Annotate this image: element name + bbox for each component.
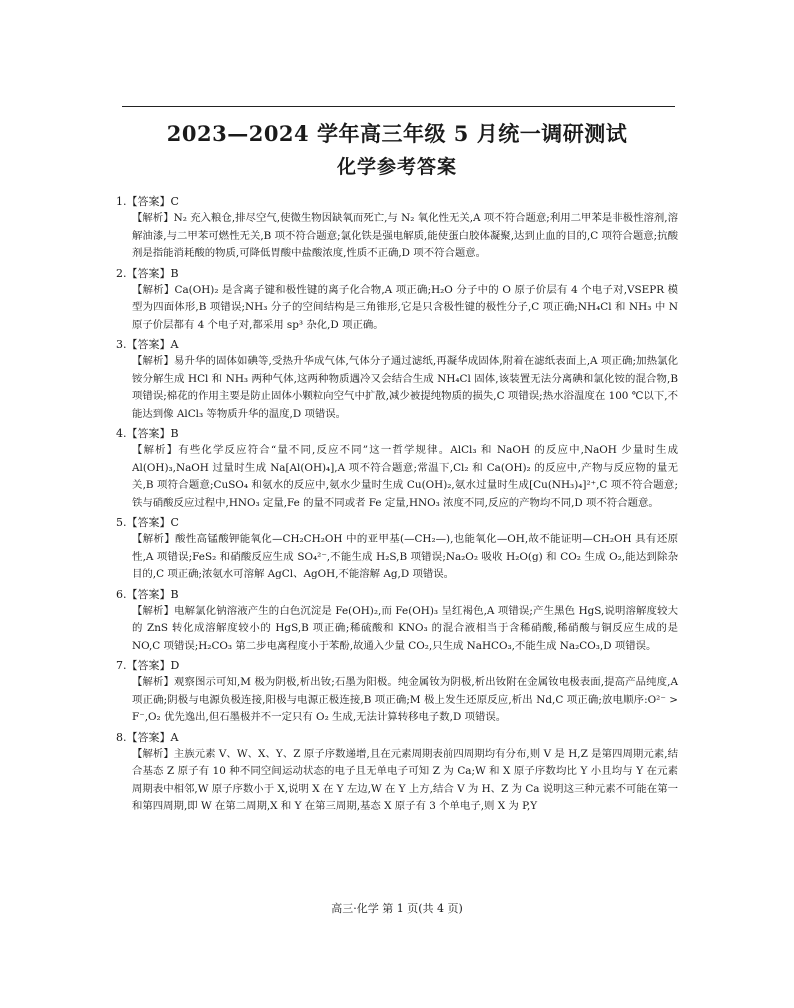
question-8 — [116, 729, 678, 816]
page-footer: 高三·化学 第 1 页(共 4 页) — [331, 902, 463, 915]
question-7 — [116, 657, 678, 727]
explanation-text: 【解析】观察图示可知,M 极为阴极,析出钕;石墨为阳极。纯金属钕为阴极,析出钕附在金属钕电极表面,提高产品纯度,A 项正确;阴极与电源负极连接,阳极与电源正极连接,B 项正确;M 极上发生还原反应,析出 Nd,C 项正确;放电顺序:O²⁻ > F⁻,O₂ 优先逸出,但石墨极并不一定只有 O₂ 生成,无法计算转移电子数,D 项错误。 — [132, 676, 678, 723]
page-subtitle: 化学参考答案 — [336, 156, 457, 178]
answer-line: 8.【答案】A — [116, 730, 179, 744]
explanation-text: 【解析】N₂ 充入粮仓,排尽空气,使微生物因缺氧而死亡,与 N₂ 氧化性无关,A 项不符合题意;利用二甲苯是非极性溶剂,溶解油漆,与二甲苯可燃性无关,B 项不符合题意;氯化铁是强电解质,能使蛋白胶体凝聚,达到止血的目的,C 项符合题意;抗酸剂是指能消耗酸的物质,可降低胃酸中盐酸浓度,性质不正确,D 项不符合题意。 — [132, 212, 678, 259]
answer-list — [116, 193, 678, 818]
explanation-text: 【解析】有些化学反应符合“量不同,反应不同”这一哲学规律。AlCl₃ 和 NaOH 的反应中,NaOH 少量时生成 Al(OH)₃,NaOH 过量时生成 Na[Al(OH)₄],A 项不符合题意;常温下,Cl₂ 和 Ca(OH)₂ 的反应中,产物与反应物的量无关,B 项符合题意;CuSO₄ 和氨水的反应中,氨水少量时生成 Cu(OH)₂,氨水过量时生成[Cu(NH₃)₄]²⁺,C 项不符合题意;铁与硝酸反应过程中,HNO₃ 定量,Fe 的量不同或者 Fe 定量,HNO₃ 浓度不同,反应的产物均不同,D 项不符合题意。 — [132, 444, 678, 509]
answer-line: 2.【答案】B — [116, 266, 179, 280]
question-4 — [116, 425, 678, 512]
explanation-text: 【解析】主族元素 V、W、X、Y、Z 原子序数递增,且在元素周期表前四周期均有分布,则 V 是 H,Z 是第四周期元素,结合基态 Z 原子有 10 种不同空间运动状态的电子且无单电子可知 Z 为 Ca;W 和 X 原子序数均比 Y 小且均与 Y 在元素周期表中相邻,W 原子序数小于 X,说明 X 在 Y 左边,W 在 Y 上方,结合 V 为 H、Z 为 Ca 说明这三种元素不可能在第一和第四周期,即 W 在第二周期,X 和 Y 在第三周期,基态 X 原子有 3 个单电子,则 X 为 P,Y — [132, 747, 678, 812]
question-2 — [116, 265, 678, 335]
question-3 — [116, 336, 678, 423]
answer-line: 3.【答案】A — [116, 338, 179, 351]
explanation-text: 【解析】酸性高锰酸钾能氧化—CH₂CH₂OH 中的亚甲基(—CH₂—),也能氧化—OH,故不能证明—CH₂OH 具有还原性,A 项错误;FeS₂ 和硝酸反应生成 SO₄²⁻,不能生成 H₂S,B 项错误;Na₂O₂ 吸收 H₂O(g) 和 CO₂ 生成 O₂,能达到除杂目的,C 项正确;浓氨水可溶解 AgCl、AgOH,不能溶解 Ag,D 项错误。 — [132, 533, 678, 580]
explanation-text: 【解析】电解氯化钠溶液产生的白色沉淀是 Fe(OH)₂,而 Fe(OH)₃ 呈红褐色,A 项错误;产生黑色 HgS,说明溶解度较大的 ZnS 转化成溶解度较小的 HgS,B 项正确;稀硫酸和 KNO₃ 的混合液相当于含稀硝酸,稀硝酸与铜反应生成的是 NO,C 项错误;H₂CO₃ 第二步电离程度小于苯酚,故通入少量 CO₂,只生成 NaHCO₃,不能生成 Na₂CO₃,D 项错误。 — [132, 604, 678, 652]
question-6 — [116, 586, 678, 656]
question-5 — [116, 514, 678, 584]
explanation-text: 【解析】Ca(OH)₂ 是含离子键和极性键的离子化合物,A 项正确;H₂O 分子中的 O 原子价层有 4 个电子对,VSEPR 模型为四面体形,B 项错误;NH₃ 分子的空间结构是三角锥形,它是只含极性键的极性分子,C 项正确;NH₄Cl 和 NH₃ 中 N 原子价层都有 4 个电子对,都采用 sp³ 杂化,D 项正确。 — [132, 283, 678, 331]
explanation-text: 【解析】易升华的固体如碘等,受热升华成气体,气体分子通过滤纸,再凝华成固体,附着在滤纸表面上,A 项正确;加热氯化铵分解生成 HCl 和 NH₃ 两种气体,这两种物质遇冷又会结合生成 NH₄Cl 固体,该装置无法分离碘和氯化铵的混合物,B 项错误;棉花的作用主要是防止固体小颗粒向空气中扩散,减少被提纯物质的损失,C 项错误;热水浴温度在 100 ℃以下,不能达到像 AlCl₃ 等物质升华的温度,D 项错误。 — [132, 355, 678, 420]
answer-line: 6.【答案】B — [116, 587, 179, 601]
question-1 — [116, 193, 678, 263]
answer-line: 7.【答案】D — [116, 659, 180, 672]
answer-line: 4.【答案】B — [116, 427, 179, 440]
answer-line: 1.【答案】C — [116, 195, 179, 208]
header-rule — [122, 106, 675, 107]
answer-line: 5.【答案】C — [116, 516, 179, 529]
page-title: 2023—2024 学年高三年级 5 月统一调研测试 — [166, 121, 628, 146]
